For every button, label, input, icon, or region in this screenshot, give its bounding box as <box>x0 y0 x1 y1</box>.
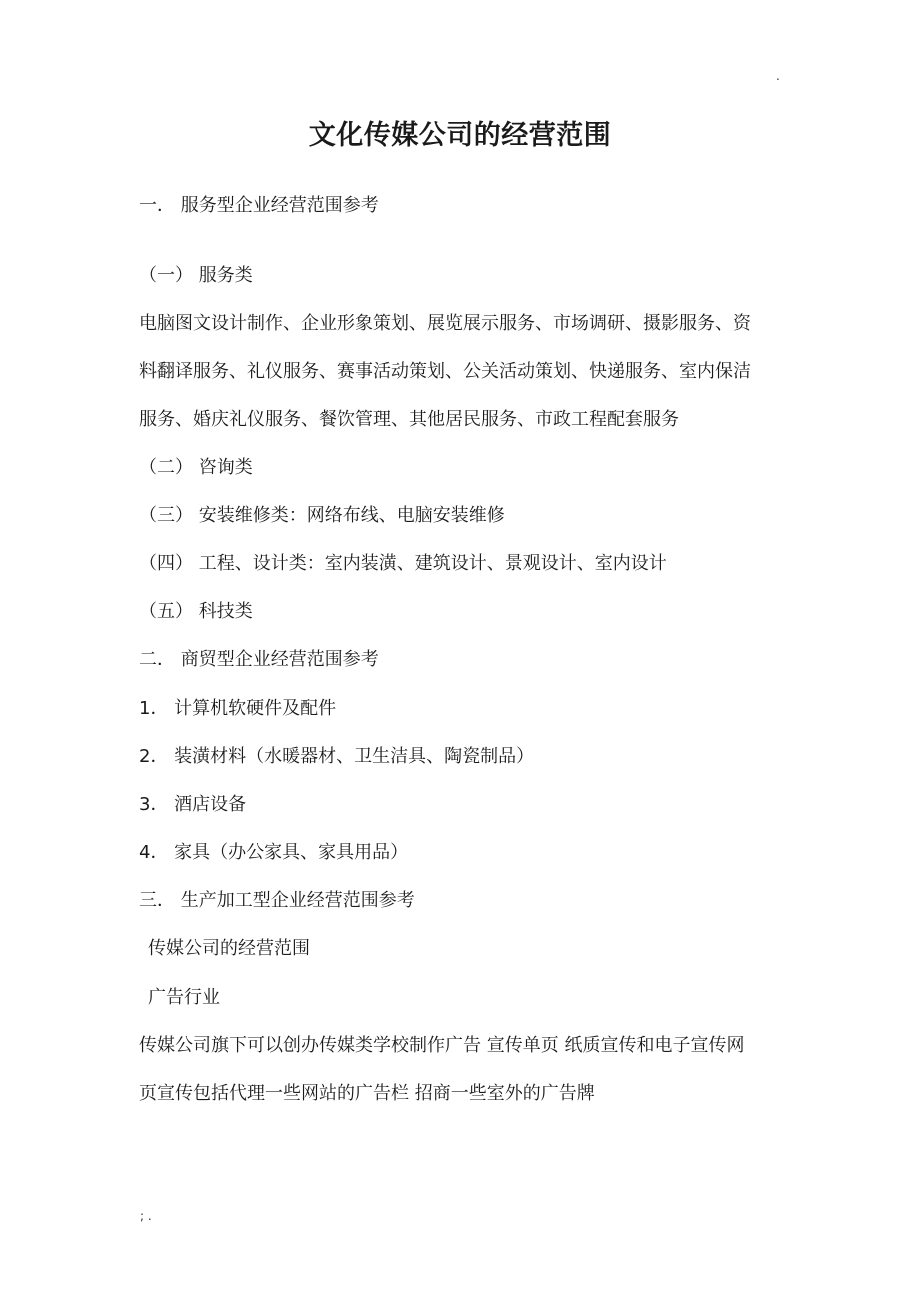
section1-sub2: （二） 咨询类 <box>139 457 253 478</box>
section1-sub1-line-2: 料翻译服务、礼仪服务、赛事活动策划、公关活动策划、快递服务、室内保洁 <box>139 361 751 382</box>
section1-sub1-heading: （一） 服务类 <box>139 265 253 286</box>
section2-item-1: 1． 计算机软硬件及配件 <box>139 698 337 719</box>
section1-sub3: （三） 安装维修类：网络布线、电脑安装维修 <box>139 505 505 526</box>
section1-sub1-line-3: 服务、婚庆礼仪服务、餐饮管理、其他居民服务、市政工程配套服务 <box>139 409 679 430</box>
section3-heading: 三． 生产加工型企业经营范围参考 <box>139 890 415 911</box>
section3-para-line-2: 页宣传包括代理一些网站的广告栏 招商一些室外的广告牌 <box>139 1083 595 1104</box>
section3-para-line-1: 传媒公司旗下可以创办传媒类学校制作广告 宣传单页 纸质宣传和电子宣传网 <box>139 1035 745 1056</box>
section2-item-2: 2． 装潢材料（水暖器材、卫生洁具、陶瓷制品） <box>139 746 535 767</box>
section2-item-3: 3． 酒店设备 <box>139 794 247 815</box>
section3-sub-title: 传媒公司的经营范围 <box>148 938 310 959</box>
section1-heading: 一． 服务型企业经营范围参考 <box>139 195 379 216</box>
section2-item-4: 4． 家具（办公家具、家具用品） <box>139 842 409 863</box>
section1-sub5: （五） 科技类 <box>139 601 253 622</box>
footer-mark: ; . <box>140 1209 152 1223</box>
section1-sub4: （四） 工程、设计类：室内装潢、建筑设计、景观设计、室内设计 <box>139 553 667 574</box>
section3-sub-heading: 广告行业 <box>148 987 220 1008</box>
section2-heading: 二． 商贸型企业经营范围参考 <box>139 649 379 670</box>
header-mark: . <box>776 69 780 83</box>
section1-sub1-line-1: 电脑图文设计制作、企业形象策划、展览展示服务、市场调研、摄影服务、资 <box>139 313 751 334</box>
document-title: 文化传媒公司的经营范围 <box>308 120 612 151</box>
